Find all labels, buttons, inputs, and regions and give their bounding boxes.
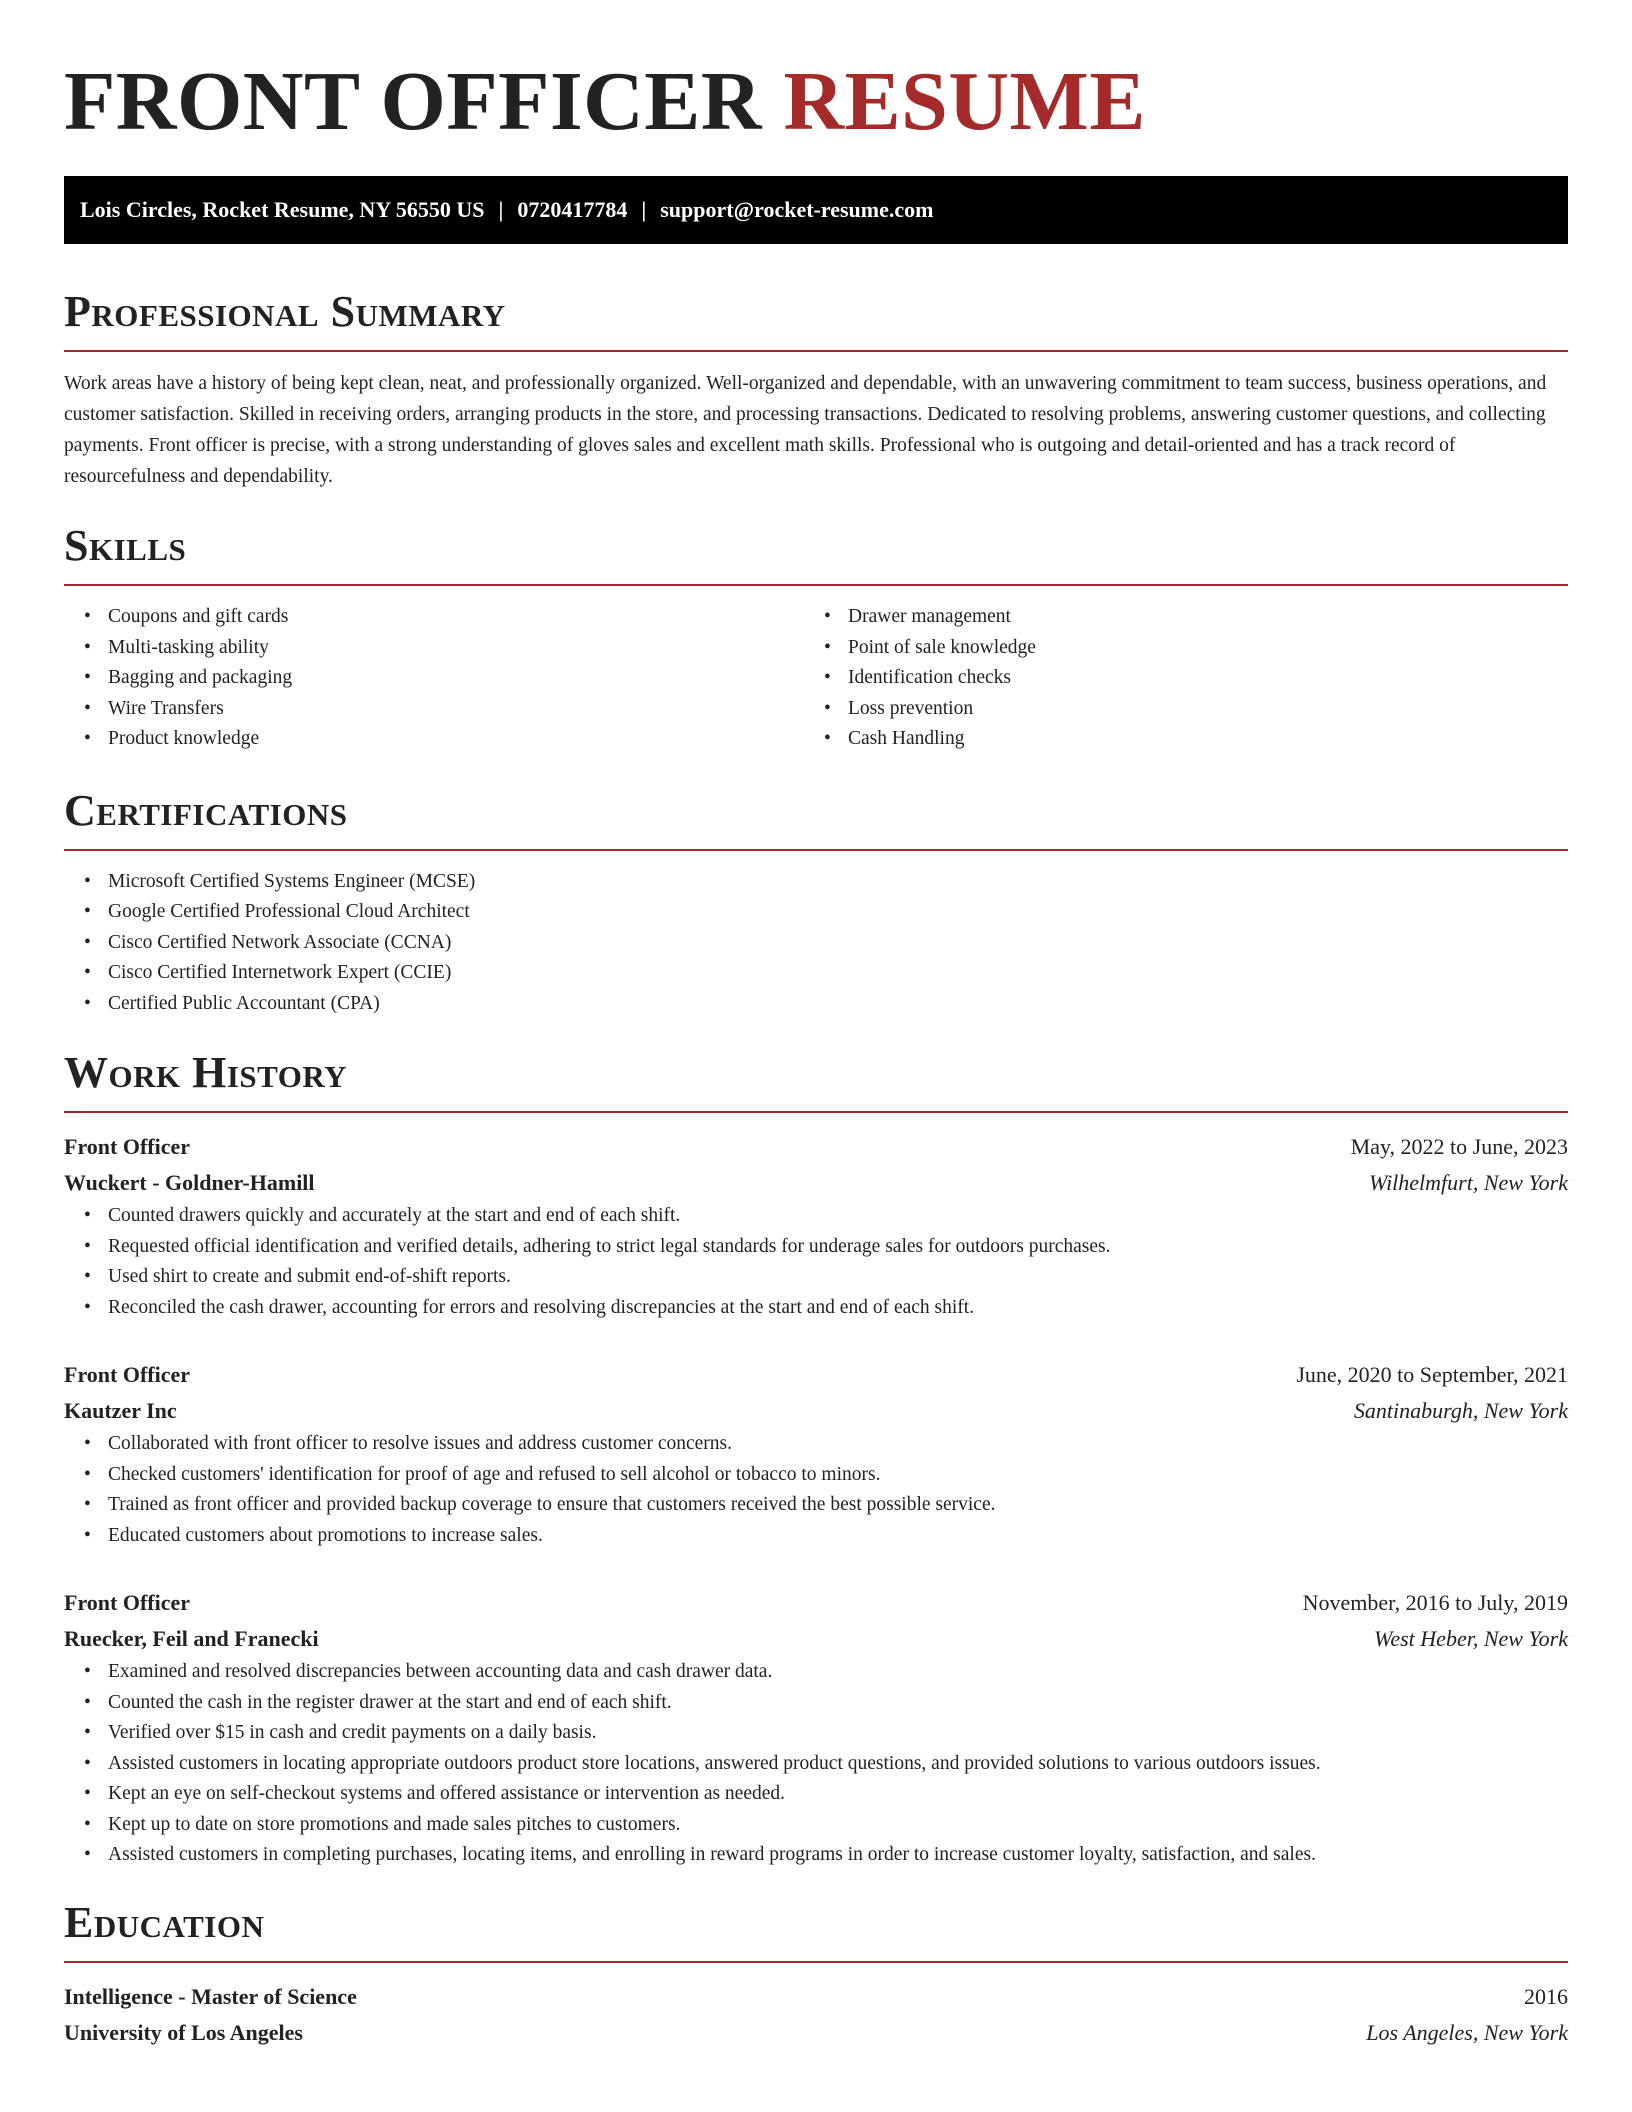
- job-bullet: • Kept an eye on self-checkout systems and offered assistance or intervention as needed.: [108, 1779, 1568, 1810]
- skill-item: • Bagging and packaging: [108, 663, 804, 694]
- job-header-row: [64, 1357, 1568, 1393]
- work-history-heading: Work History: [64, 1048, 348, 1097]
- skills-grid: [64, 602, 1568, 755]
- skills-list-left: [64, 602, 804, 755]
- job-bullet: • Examined and resolved discrepancies between accounting data and cash drawer data.: [108, 1657, 1568, 1688]
- resume-title: [64, 52, 1568, 152]
- skills-section: [64, 520, 1568, 755]
- job-bullet: • Assisted customers in locating appropriate outdoors product store locations, answered product questions, and provided solutions to various outdoors issues.: [108, 1749, 1568, 1780]
- education-location: Los Angeles, New York: [1366, 2019, 1568, 2045]
- job-header-row: [64, 1129, 1568, 1165]
- skill-item: • Product knowledge: [108, 724, 804, 755]
- summary-text: Work areas have a history of being kept clean, neat, and professionally organized. Well-organized and dependable, with an unwavering commitment to team success, business operations, and customer satisfaction. Skilled in receiving orders, arranging products in the store, and processing transactions. Dedicated to resolving problems, answering customer questions, and collecting payments. Front officer is precise, with a strong understanding of gloves sales and excellent math skills. Professional who is outgoing and detail-oriented and has a track record of resourcefulness and dependability.: [64, 373, 1547, 487]
- job-bullets: [64, 1657, 1568, 1871]
- skill-item: • Coupons and gift cards: [108, 602, 804, 633]
- certification-item: • Cisco Certified Network Associate (CCNA): [108, 928, 1568, 959]
- education-degree: Intelligence - Master of Science: [64, 1983, 357, 2009]
- job-entry: [64, 1129, 1568, 1323]
- job-bullet: • Verified over $15 in cash and credit payments on a daily basis.: [108, 1718, 1568, 1749]
- skill-item: • Identification checks: [848, 663, 1544, 694]
- contact-phone: 0720417784: [517, 197, 628, 222]
- skill-item: • Loss prevention: [848, 694, 1544, 725]
- contact-address: Lois Circles, Rocket Resume, NY 56550 US: [80, 197, 485, 222]
- skills-list-right: [804, 602, 1544, 755]
- education-school-row: [64, 2015, 1568, 2051]
- contact-bar: [64, 176, 1568, 244]
- certifications-list: [64, 867, 1568, 1020]
- job-header-row: [64, 1585, 1568, 1621]
- job-company: Ruecker, Feil and Franecki: [64, 1626, 319, 1651]
- contact-email[interactable]: support@rocket-resume.com: [660, 197, 934, 222]
- job-company-row: [64, 1621, 1568, 1657]
- job-bullet: • Trained as front officer and provided backup coverage to ensure that customers received the best possible service.: [108, 1490, 1568, 1521]
- skill-item: • Wire Transfers: [108, 694, 804, 725]
- job-bullet: • Used shirt to create and submit end-of-shift reports.: [108, 1262, 1568, 1293]
- summary-section: [64, 286, 1568, 492]
- job-bullets: [64, 1429, 1568, 1551]
- skill-item: • Point of sale knowledge: [848, 633, 1544, 664]
- education-degree-row: [64, 1979, 1568, 2015]
- job-company-row: [64, 1393, 1568, 1429]
- certification-item: • Cisco Certified Internetwork Expert (CCIE): [108, 958, 1568, 989]
- skills-heading: Skills: [64, 521, 187, 570]
- section-divider: [64, 584, 1568, 586]
- job-bullet: • Kept up to date on store promotions and made sales pitches to customers.: [108, 1810, 1568, 1841]
- job-location: Santinaburgh, New York: [1353, 1398, 1568, 1423]
- job-location: Wilhelmfurt, New York: [1368, 1170, 1568, 1195]
- certification-item: • Certified Public Accountant (CPA): [108, 989, 1568, 1020]
- contact-separator: |: [498, 197, 504, 222]
- skill-item: • Multi-tasking ability: [108, 633, 804, 664]
- section-divider: [64, 350, 1568, 352]
- skills-column-left: [64, 602, 804, 755]
- job-dates: May, 2022 to June, 2023: [1350, 1134, 1568, 1159]
- job-bullet: • Checked customers' identification for proof of age and refused to sell alcohol or tobacco to minors.: [108, 1460, 1568, 1491]
- job-entry: [64, 1585, 1568, 1871]
- job-dates: November, 2016 to July, 2019: [1302, 1590, 1568, 1615]
- certifications-heading: Certifications: [64, 785, 348, 835]
- section-divider: [64, 1111, 1568, 1113]
- job-bullet: • Requested official identification and verified details, adhering to strict legal standards for underage sales for outdoors purchases.: [108, 1232, 1568, 1263]
- job-bullet: • Educated customers about promotions to increase sales.: [108, 1521, 1568, 1552]
- section-divider: [64, 1961, 1568, 1963]
- summary-heading: Professional Summary: [64, 287, 506, 336]
- job-title: Front Officer: [64, 1134, 191, 1159]
- resume-page: [64, 0, 1568, 2051]
- job-bullets: [64, 1201, 1568, 1323]
- job-title: Front Officer: [64, 1590, 191, 1615]
- section-divider: [64, 849, 1568, 851]
- education-school: University of Los Angeles: [64, 2019, 303, 2045]
- education-section: [64, 1897, 1568, 2051]
- work-history-section: [64, 1047, 1568, 1871]
- title-main: FRONT OFFICER: [64, 55, 762, 148]
- job-company: Wuckert - Goldner-Hamill: [64, 1170, 315, 1195]
- skills-column-right: [804, 602, 1544, 755]
- certification-item: • Microsoft Certified Systems Engineer (MCSE): [108, 867, 1568, 898]
- title-accent: RESUME: [783, 55, 1146, 148]
- job-location: West Heber, New York: [1374, 1626, 1568, 1651]
- job-bullet: • Assisted customers in completing purchases, locating items, and enrolling in reward programs in order to increase customer loyalty, satisfaction, and sales.: [108, 1840, 1568, 1871]
- job-company: Kautzer Inc: [64, 1398, 177, 1423]
- certifications-section: [64, 785, 1568, 1020]
- job-dates: June, 2020 to September, 2021: [1296, 1362, 1568, 1387]
- job-company-row: [64, 1165, 1568, 1201]
- job-bullet: • Collaborated with front officer to resolve issues and address customer concerns.: [108, 1429, 1568, 1460]
- certification-item: • Google Certified Professional Cloud Architect: [108, 897, 1568, 928]
- education-heading: Education: [64, 1897, 265, 1947]
- job-bullet: • Reconciled the cash drawer, accounting for errors and resolving discrepancies at the start and end of each shift.: [108, 1293, 1568, 1324]
- skill-item: • Drawer management: [848, 602, 1544, 633]
- job-entry: [64, 1357, 1568, 1551]
- contact-separator: |: [641, 197, 647, 222]
- job-bullet: • Counted the cash in the register drawer at the start and end of each shift.: [108, 1688, 1568, 1719]
- job-bullet: • Counted drawers quickly and accurately at the start and end of each shift.: [108, 1201, 1568, 1232]
- job-title: Front Officer: [64, 1362, 191, 1387]
- education-year: 2016: [1524, 1983, 1568, 2009]
- skill-item: • Cash Handling: [848, 724, 1544, 755]
